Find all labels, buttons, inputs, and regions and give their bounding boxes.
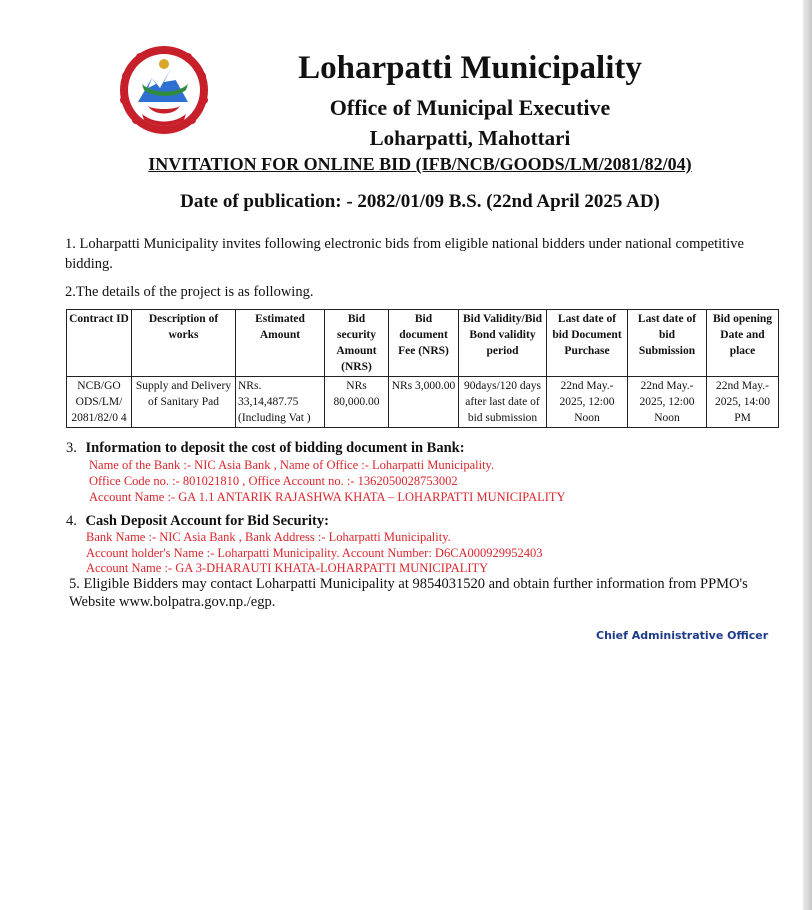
bank-detail-line: Account holder's Name :- Loharpatti Municipality. Account Number: D6CA000929952403 [86, 546, 543, 560]
section-4-heading [66, 513, 329, 530]
bank-detail-line: Name of the Bank :- NIC Asia Bank , Name of Office :- Loharpatti Municipality. [89, 458, 495, 472]
intro-paragraph-1: 1. Loharpatti Municipality invites following electronic bids from eligible national bidders under national competitive bidding. [65, 236, 744, 272]
column-header: Bid opening Date and place [707, 310, 779, 377]
table-cell: 22nd May.- 2025, 12:00 Noon [547, 377, 628, 428]
section-title: Information to deposit the cost of bidding document in Bank: [85, 440, 465, 456]
invitation-heading: INVITATION FOR ONLINE BID (IFB/NCB/GOODS/LM/2081/82/04) [148, 154, 692, 174]
column-header: Last date of bid Submission [628, 310, 707, 377]
column-header: Bid document Fee (NRS) [389, 310, 459, 377]
intro-paragraph-2: 2.The details of the project is as following. [65, 284, 314, 300]
office-location: Loharpatti, Mahottari [369, 126, 571, 150]
table-cell: NRs. 33,14,487.75 (Including Vat ) [236, 377, 325, 428]
table-cell: 22nd May.- 2025, 14:00 PM [707, 377, 779, 428]
table-cell: NRs 80,000.00 [325, 377, 389, 428]
table-cell: 22nd May.- 2025, 12:00 Noon [628, 377, 707, 428]
signature-title: Chief Administrative Officer [596, 629, 769, 642]
office-name: Office of Municipal Executive [329, 95, 611, 120]
table-cell: NCB/GO ODS/LM/ 2081/82/0 4 [67, 377, 132, 428]
page-edge-shadow [803, 0, 812, 910]
column-header: Estimated Amount [236, 310, 325, 377]
bank-detail-line: Bank Name :- NIC Asia Bank , Bank Address :- Loharpatti Municipality. [86, 530, 451, 544]
municipality-name: Loharpatti Municipality [298, 50, 642, 86]
column-header: Bid security Amount (NRS) [325, 310, 389, 377]
publication-date: Date of publication: - 2082/01/09 B.S. (22nd April 2025 AD) [180, 191, 660, 212]
column-header: Bid Validity/Bid Bond validity period [459, 310, 547, 377]
column-header: Description of works [132, 310, 236, 377]
table-cell: NRs 3,000.00 [389, 377, 459, 428]
section-3-heading [66, 440, 465, 457]
table-cell: 90days/120 days after last date of bid submission [459, 377, 547, 428]
bank-detail-line: Account Name :- GA 1.1 ANTARIK RAJASHWA KHATA – LOHARPATTI MUNICIPALITY [89, 490, 566, 504]
column-header: Contract ID [67, 310, 132, 377]
section-title: Cash Deposit Account for Bid Security: [85, 513, 329, 529]
table-header-row [67, 310, 779, 377]
column-header: Last date of bid Document Purchase [547, 310, 628, 377]
section-number: 4. [66, 513, 77, 529]
bid-details-table [66, 309, 779, 428]
bank-detail-line: Office Code no. :- 801021810 , Office Account no. :- 1362050028753002 [89, 474, 458, 488]
section-number: 3. [66, 440, 77, 456]
table-row [67, 377, 779, 428]
contact-paragraph: 5. Eligible Bidders may contact Loharpatti Municipality at 9854031520 and obtain further information from PPMO's Website www.bolpatra.gov.np./egp. [69, 576, 748, 610]
bank-detail-line: Account Name :- GA 3-DHARAUTI KHATA-LOHARPATTI MUNICIPALITY [86, 561, 489, 575]
table-cell: Supply and Delivery of Sanitary Pad [132, 377, 236, 428]
